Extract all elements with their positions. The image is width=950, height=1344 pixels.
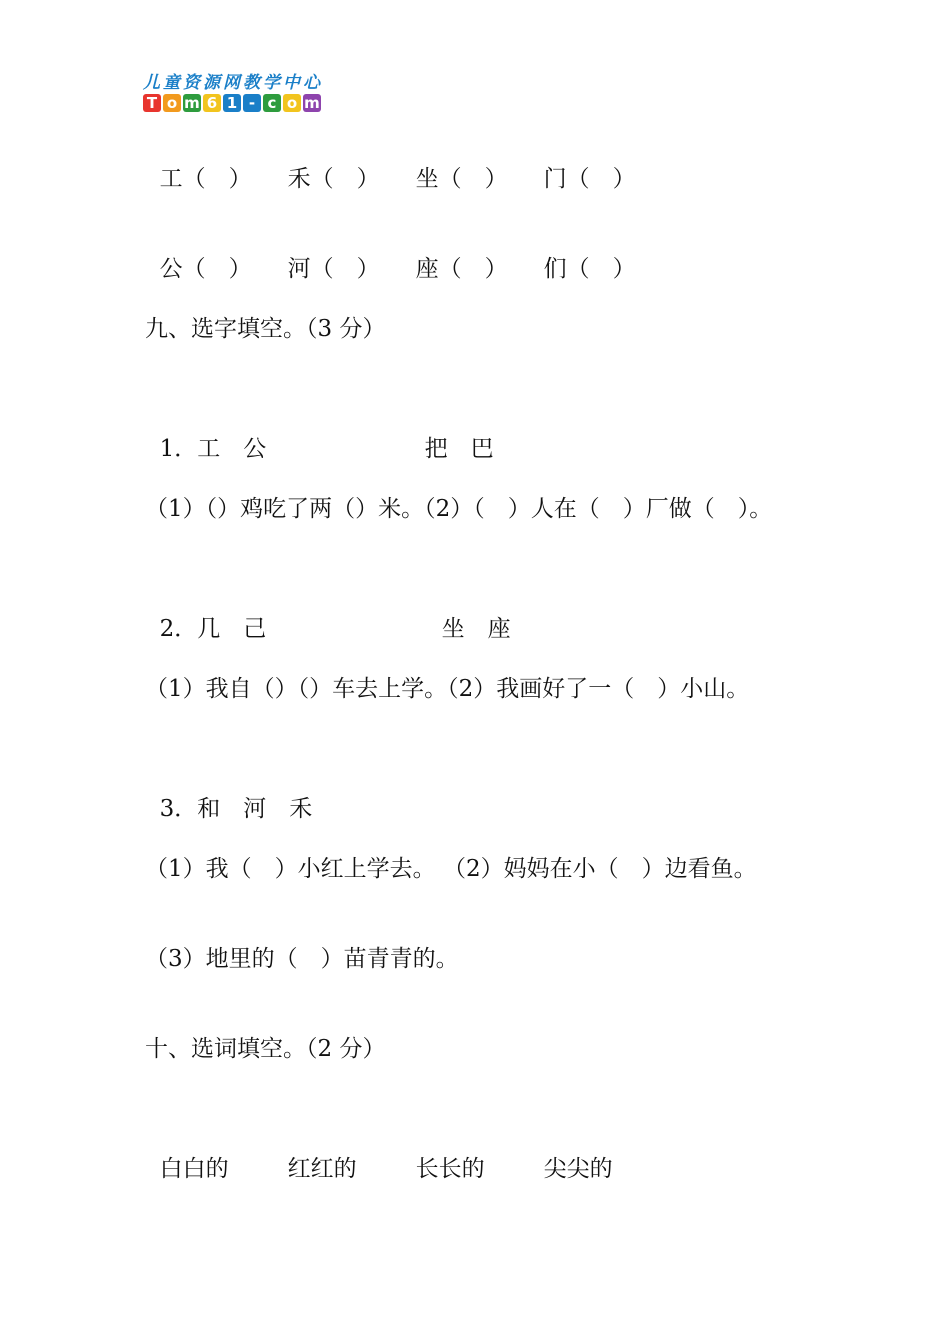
logo-title: 儿童资源网教学中心 [143,73,323,93]
question-3-options [145,764,312,824]
question-2-options [145,584,511,644]
char-blank: 座（ ） [415,256,508,282]
char-blank: 们（ ） [543,256,636,282]
char-blank: 公（ ） [159,256,252,282]
char-row-2 [145,224,636,284]
word-options [145,1124,613,1184]
option-group-a: 几 己 [197,616,267,642]
logo-char: o [163,94,181,112]
section-9-heading: 九、选字填空。（3 分） [145,316,386,342]
logo-char: 1 [223,94,241,112]
word-option: 红红的 [287,1156,357,1182]
section-10-heading: 十、选词填空。（2 分） [145,1036,386,1062]
option-group-a: 工 公 [197,436,267,462]
word-option: 长长的 [415,1156,485,1182]
logo-char: - [243,94,261,112]
logo-char: m [304,94,320,112]
question-1-sentence: （1）（）鸡吃了两（）米。（2）（ ）人在（ ）厂做（ ）。 [145,496,773,522]
char-blank: 门（ ） [543,166,636,192]
logo-url [143,90,323,112]
logo-char: 6 [203,94,221,112]
word-option: 尖尖的 [543,1156,613,1182]
question-number: 3． [159,796,198,822]
option-group: 和 河 禾 [197,796,313,822]
question-2-sentence: （1）我自（）（）车去上学。（2）我画好了一（ ）小山。 [145,676,750,702]
word-option: 白白的 [159,1156,229,1182]
logo-char: o [283,94,301,112]
logo-char: m [184,94,200,112]
char-row-1 [145,134,636,194]
site-logo [143,68,363,116]
question-number: 2． [159,616,198,642]
question-number: 1． [159,436,198,462]
logo-char: c [263,94,281,112]
question-3-sentence-2: （3）地里的（ ）苗青青的。 [145,946,459,972]
char-blank: 坐（ ） [415,166,508,192]
char-blank: 工（ ） [159,166,252,192]
question-3-sentence-1: （1）我（ ）小红上学去。 （2）妈妈在小（ ）边看鱼。 [145,856,757,882]
option-group-b: 坐 座 [441,616,511,642]
char-blank: 禾（ ） [287,166,380,192]
char-blank: 河（ ） [287,256,380,282]
option-group-b: 把 巴 [424,436,494,462]
question-1-options [145,404,494,464]
logo-char: T [143,94,161,112]
